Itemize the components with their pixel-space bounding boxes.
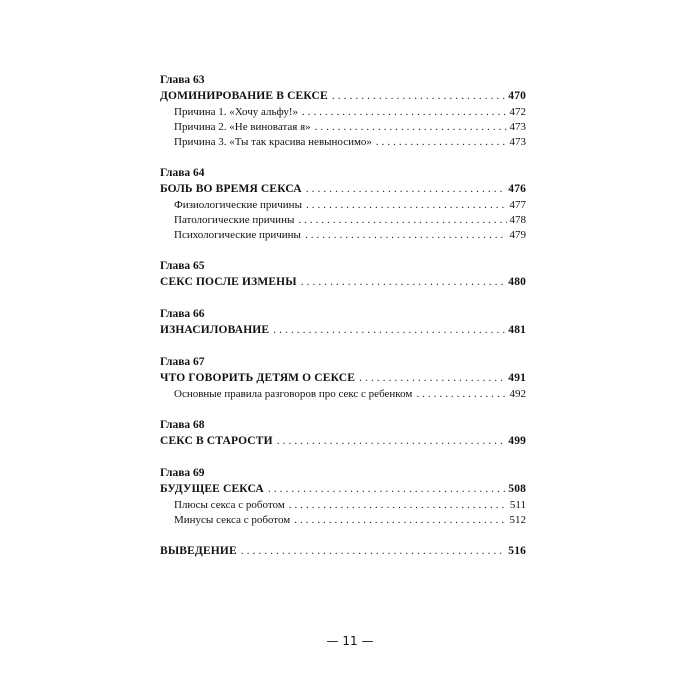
section-title: Основные правила разговоров про секс с ребенком: [174, 388, 413, 400]
chapter-entry[interactable]: [160, 322, 526, 339]
dot-leader: [289, 498, 507, 513]
section-entry[interactable]: [160, 120, 526, 135]
chapter-block: [160, 258, 526, 291]
section-title: Причина 1. «Хочу альфу!»: [174, 106, 299, 118]
chapter-entry[interactable]: [160, 181, 526, 198]
chapter-label: Глава 65: [160, 260, 205, 272]
conclusion-entry[interactable]: [160, 543, 526, 560]
dot-leader: [306, 198, 507, 213]
dot-leader: [301, 274, 506, 291]
chapter-page: 470: [508, 90, 526, 102]
chapter-page: 480: [508, 276, 526, 288]
section-title: Психологические причины: [174, 229, 301, 241]
chapter-page: 491: [508, 372, 526, 384]
section-page: 478: [509, 214, 526, 226]
chapter-entry[interactable]: [160, 274, 526, 291]
chapter-page: 476: [508, 183, 526, 195]
section-entry[interactable]: [160, 387, 526, 402]
section-entry[interactable]: [160, 135, 526, 150]
chapter-block: [160, 165, 526, 243]
chapter-title: БУДУЩЕЕ СЕКСА: [160, 483, 264, 495]
dot-leader: [416, 387, 506, 402]
section-entry[interactable]: [160, 198, 526, 213]
section-page: 511: [509, 499, 526, 511]
section-title: Плюсы секса с роботом: [174, 499, 285, 511]
section-entry[interactable]: [160, 513, 526, 528]
chapter-page: 499: [508, 435, 526, 447]
table-of-contents: [160, 72, 526, 560]
chapter-label: Глава 64: [160, 167, 205, 179]
chapter-entry[interactable]: [160, 481, 526, 498]
chapter-block: [160, 354, 526, 402]
chapter-label: Глава 66: [160, 308, 205, 320]
chapter-block: [160, 417, 526, 450]
chapter-title: БОЛЬ ВО ВРЕМЯ СЕКСА: [160, 183, 302, 195]
chapter-label: Глава 69: [160, 467, 205, 479]
chapter-title: СЕКС ПОСЛЕ ИЗМЕНЫ: [160, 276, 297, 288]
conclusion-title: ВЫВЕДЕНИЕ: [160, 545, 237, 557]
chapter-title: СЕКС В СТАРОСТИ: [160, 435, 273, 447]
chapter-block: [160, 72, 526, 150]
dot-leader: [294, 513, 506, 528]
chapter-block: [160, 306, 526, 339]
chapter-entry[interactable]: [160, 370, 526, 387]
section-page: 472: [509, 106, 526, 118]
dot-leader: [302, 105, 506, 120]
section-entry[interactable]: [160, 498, 526, 513]
dot-leader: [306, 181, 506, 198]
chapter-title: ИЗНАСИЛОВАНИЕ: [160, 324, 270, 336]
chapter-page: 481: [508, 324, 526, 336]
page-number: — 11 —: [326, 634, 374, 648]
section-page: 473: [509, 136, 526, 148]
chapter-page: 508: [508, 483, 526, 495]
chapter-label: Глава 68: [160, 419, 205, 431]
chapter-title: ЧТО ГОВОРИТЬ ДЕТЯМ О СЕКСЕ: [160, 372, 356, 384]
section-page: 477: [509, 199, 526, 211]
section-title: Минусы секса с роботом: [174, 514, 291, 526]
section-title: Причина 3. «Ты так красива невыносимо»: [174, 136, 372, 148]
dot-leader: [332, 88, 505, 105]
dot-leader: [273, 322, 505, 339]
section-title: Физиологические причины: [174, 199, 302, 211]
chapter-block: [160, 465, 526, 528]
chapter-label: Глава 63: [160, 74, 205, 86]
dot-leader: [298, 213, 506, 228]
section-title: Патологические причины: [174, 214, 295, 226]
section-page: 492: [509, 388, 526, 400]
section-title: Причина 2. «Не виноватая я»: [174, 121, 311, 133]
conclusion-page: 516: [508, 545, 526, 557]
section-entry[interactable]: [160, 213, 526, 228]
section-entry[interactable]: [160, 228, 526, 243]
chapter-entry[interactable]: [160, 88, 526, 105]
section-entry[interactable]: [160, 105, 526, 120]
chapter-list: [160, 72, 526, 528]
dot-leader: [315, 120, 507, 135]
section-page: 512: [509, 514, 526, 526]
chapter-label: Глава 67: [160, 356, 205, 368]
dot-leader: [376, 135, 507, 150]
chapter-entry[interactable]: [160, 433, 526, 450]
dot-leader: [268, 481, 505, 498]
dot-leader: [241, 543, 506, 560]
dot-leader: [305, 228, 507, 243]
section-page: 479: [509, 229, 526, 241]
dot-leader: [359, 370, 505, 387]
dot-leader: [277, 433, 506, 450]
chapter-title: ДОМИНИРОВАНИЕ В СЕКСЕ: [160, 90, 328, 102]
section-page: 473: [509, 121, 526, 133]
